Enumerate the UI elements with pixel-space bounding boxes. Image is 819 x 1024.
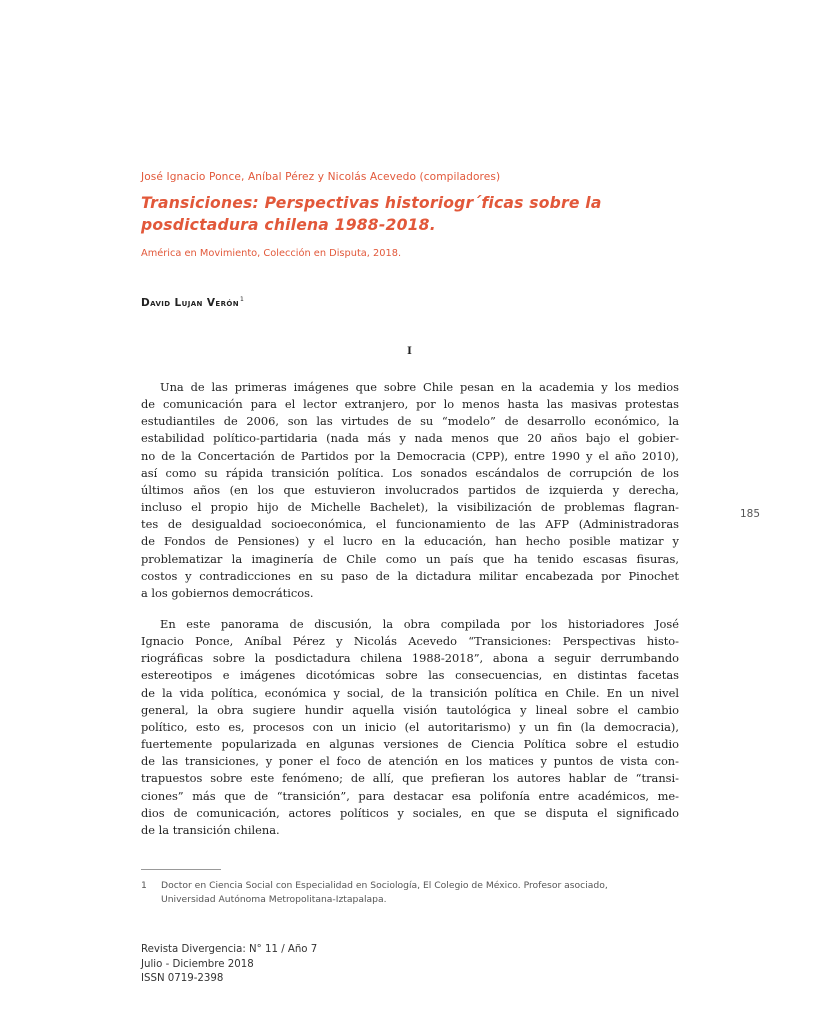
text-line: problematizar la imaginería de Chile como un país que ha tenido escasas fisuras, (141, 551, 679, 566)
text-line: político, esto es, procesos con un inicio (el autoritarismo) y un fin (la democracia), (141, 719, 679, 734)
footnote-text (161, 879, 701, 906)
text-line: ciones” más que de “transición”, para destacar esa polifonía entre académicos, me- (141, 788, 679, 803)
text-line: dios de comunicación, actores políticos y sociales, en que se disputa el significado (141, 805, 679, 820)
paragraph-2 (141, 616, 679, 839)
journal-info (141, 943, 317, 987)
text-line: así como su rápida transición política. Los sonados escándalos de corrupción de los (141, 465, 679, 480)
text-line: trapuestos sobre este fenómeno; de allí, que prefieran los autores hablar de “transi- (141, 771, 679, 786)
text-line: incluso el propio hijo de Michelle Bachelet), la visibilización de problemas flagran- (141, 500, 679, 515)
text-line: de las transiciones, y poner el foco de atención en los matices y puntos de vista con- (141, 754, 679, 769)
footnote-number: 1 (141, 880, 147, 891)
book-title-line-1: Transiciones: Perspectivas historiogr´ficas sobre la (141, 194, 602, 212)
text-line: de la vida política, económica y social, de la transición política en Chile. En un nivel (141, 685, 679, 700)
paragraph-1 (141, 379, 679, 602)
footnote-divider (141, 869, 221, 870)
journal-issn: ISSN 0719-2398 (141, 973, 224, 984)
reviewer-name: David Lujan Verón (141, 297, 239, 309)
text-line: de Fondos de Pensiones) y el lucro en la educación, han hecho posible matizar y (141, 534, 679, 549)
page-number: 185 (740, 508, 761, 520)
journal-title: Revista Divergencia: N° 11 / Año 7 (141, 944, 318, 955)
footnote-line-2: Universidad Autónoma Metropolitana-Iztapalapa. (161, 893, 387, 905)
reviewer-name-block (141, 296, 244, 309)
text-line: no de la Concertación de Partidos por la Democracia (CPP), entre 1990 y el año 2010), (141, 448, 679, 463)
book-authors: José Ignacio Ponce, Aníbal Pérez y Nicolás Acevedo (compiladores) (141, 171, 501, 183)
text-line: de comunicación para el lector extranjero, por lo menos hasta las masivas protestas (141, 397, 679, 412)
text-line: tes de desigualdad socioeconómica, el funcionamiento de las AFP (Administradoras (141, 517, 679, 532)
book-title-line-2: posdictadura chilena 1988-2018. (141, 216, 436, 234)
text-line: Ignacio Ponce, Aníbal Pérez y Nicolás Acevedo “Transiciones: Perspectivas histo- (141, 634, 679, 649)
text-line: riográficas sobre la posdictadura chilena 1988-2018”, abona a seguir derrumbando (141, 651, 679, 666)
book-publisher: América en Movimiento, Colección en Disputa, 2018. (141, 248, 402, 259)
journal-period: Julio - Diciembre 2018 (141, 958, 254, 970)
text-line: estudiantiles de 2006, son las virtudes de su “modelo” de desarrollo económico, la (141, 414, 679, 429)
text-line: últimos años (en los que estuvieron involucrados partidos de izquierda y derecha, (141, 482, 679, 497)
footnote-reference[interactable]: 1 (239, 296, 245, 303)
text-line: fuertemente popularizada en algunas versiones de Ciencia Política sobre el estudio (141, 737, 679, 752)
text-line: de la transición chilena. (141, 822, 280, 837)
section-number: I (407, 346, 412, 357)
text-line: costos y contradicciones en su paso de la dictadura militar encabezada por Pinochet (141, 568, 679, 583)
text-line: Una de las primeras imágenes que sobre Chile pesan en la academia y los medios (160, 380, 679, 394)
text-line: general, la obra sugiere hundir aquella visión tautológica y lineal sobre el cambio (141, 702, 679, 717)
text-line: estabilidad político-partidaria (nada más y nada menos que 20 años bajo el gobier- (141, 431, 679, 446)
text-line: estereotipos e imágenes dicotómicas sobre las consecuencias, en distintas facetas (141, 668, 679, 683)
text-line: a los gobiernos democráticos. (141, 585, 314, 600)
text-line: En este panorama de discusión, la obra compilada por los historiadores José (160, 617, 679, 631)
book-title (141, 192, 661, 236)
footnote-line-1: Doctor en Ciencia Social con Especialidad en Sociología, El Colegio de México. Profesor asociado, (161, 880, 608, 891)
